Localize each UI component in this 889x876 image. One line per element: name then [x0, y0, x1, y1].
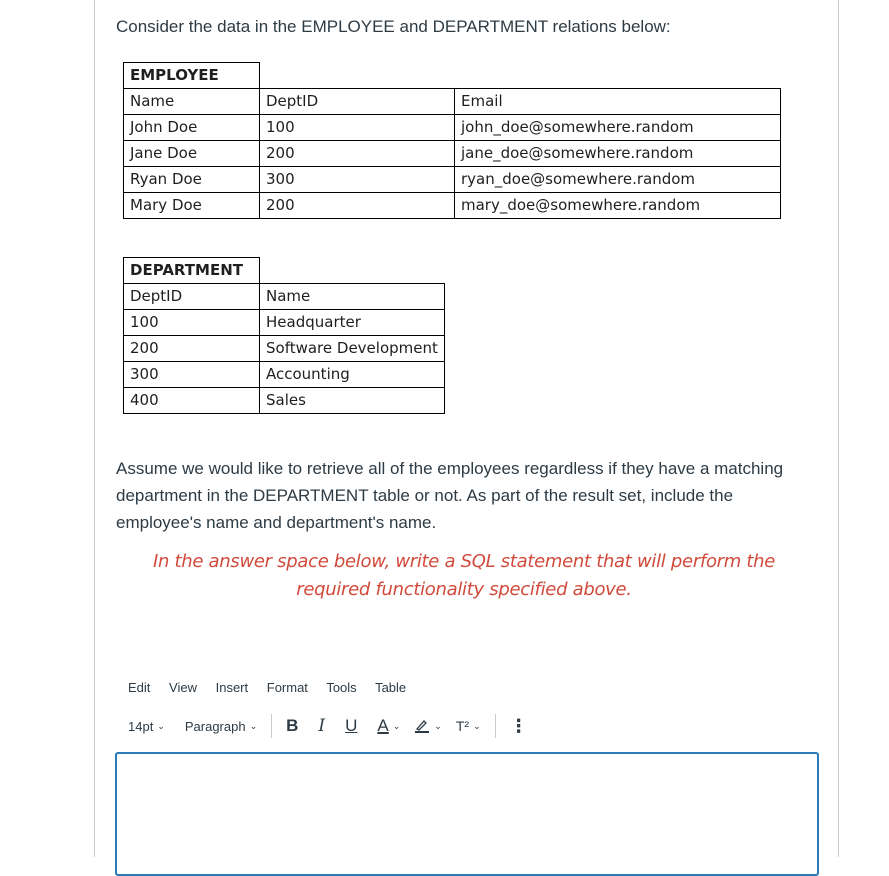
column-header: Name	[124, 89, 260, 115]
chevron-down-icon: ⌄	[157, 720, 165, 731]
menu-view[interactable]: View	[169, 680, 197, 695]
table-cell: 300	[124, 362, 260, 388]
question-paragraph: Assume we would like to retrieve all of the employees regardless if they have a matching department in the DEPARTMENT table or not. As part of the result set, include the employee's name and department's name.	[116, 459, 784, 532]
table-row	[124, 167, 781, 193]
highlighter-icon	[414, 717, 430, 736]
column-header: Name	[260, 284, 445, 310]
chevron-down-icon: ⌄	[434, 720, 442, 731]
table-cell: Jane Doe	[124, 141, 260, 167]
table-cell: 100	[124, 310, 260, 336]
block-format-value: Paragraph	[184, 718, 246, 734]
toolbar-divider	[495, 714, 496, 738]
employee-title: EMPLOYEE	[124, 63, 260, 89]
table-cell: 200	[124, 336, 260, 362]
table-cell: 300	[260, 167, 455, 193]
table-header-row	[124, 284, 445, 310]
menu-format[interactable]: Format	[266, 680, 308, 695]
table-cell: 100	[260, 115, 455, 141]
table-cell: 200	[260, 141, 455, 167]
table-cell: Headquarter	[260, 310, 445, 336]
block-format-dropdown[interactable]	[185, 719, 257, 734]
table-cell: Mary Doe	[124, 193, 260, 219]
instruction-text: In the answer space below, write a SQL statement that will perform the required functionality specified above.	[152, 551, 776, 600]
font-size-dropdown[interactable]	[128, 719, 165, 734]
chevron-down-icon: ⌄	[249, 720, 258, 731]
table-row	[124, 310, 445, 336]
chevron-down-icon: ⌄	[473, 720, 481, 731]
table-cell: Software Development	[260, 336, 445, 362]
column-header: Email	[455, 89, 781, 115]
table-row	[124, 362, 445, 388]
superscript-icon: T²	[455, 718, 470, 734]
menu-table[interactable]: Table	[375, 680, 407, 695]
column-header: DeptID	[260, 89, 455, 115]
table-cell: ryan_doe@somewhere.random	[455, 167, 781, 193]
editor-toolbar	[128, 712, 528, 740]
italic-button[interactable]: I	[318, 716, 326, 736]
more-vertical-icon[interactable]: ⋮	[509, 715, 528, 736]
table-cell: Ryan Doe	[124, 167, 260, 193]
font-size-value: 14pt	[128, 718, 154, 734]
intro-text: Consider the data in the EMPLOYEE and DEPARTMENT relations below:	[116, 17, 671, 36]
table-cell: 200	[260, 193, 455, 219]
menu-tools[interactable]: Tools	[326, 680, 357, 695]
superscript-button[interactable]	[456, 718, 481, 734]
table-cell: Sales	[260, 388, 445, 414]
toolbar-divider	[271, 714, 272, 738]
table-cell: mary_doe@somewhere.random	[455, 193, 781, 219]
bold-button[interactable]: B	[286, 716, 299, 735]
table-cell: john_doe@somewhere.random	[455, 115, 781, 141]
menu-edit[interactable]: Edit	[128, 680, 151, 695]
chevron-down-icon: ⌄	[392, 720, 401, 731]
department-title: DEPARTMENT	[124, 258, 260, 284]
table-cell: 400	[124, 388, 260, 414]
table-row	[124, 388, 445, 414]
employee-table	[123, 62, 781, 219]
answer-editor[interactable]	[115, 752, 819, 876]
table-header-row	[124, 89, 781, 115]
text-color-icon: A	[377, 716, 389, 735]
content-border-right	[838, 0, 839, 857]
menu-insert[interactable]: Insert	[215, 680, 249, 695]
table-row	[124, 336, 445, 362]
table-row	[124, 193, 781, 219]
table-cell: John Doe	[124, 115, 260, 141]
highlight-button[interactable]	[414, 717, 442, 736]
table-cell: Accounting	[260, 362, 445, 388]
editor-menubar	[128, 680, 421, 695]
table-cell: jane_doe@somewhere.random	[455, 141, 781, 167]
table-row	[124, 141, 781, 167]
content-border-left	[94, 0, 95, 857]
department-table	[123, 257, 445, 414]
table-row	[124, 115, 781, 141]
column-header: DeptID	[124, 284, 260, 310]
text-color-button[interactable]	[377, 716, 400, 736]
underline-button[interactable]: U	[345, 716, 358, 735]
